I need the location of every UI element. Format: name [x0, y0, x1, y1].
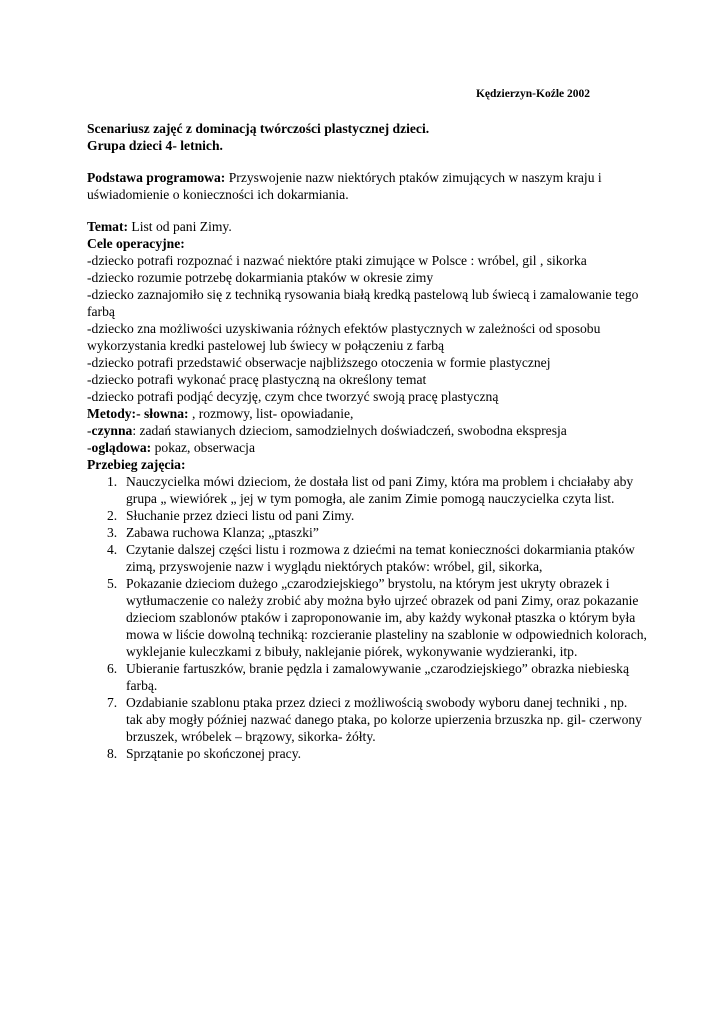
- program-label: Podstawa programowa:: [87, 170, 226, 185]
- title-line-2: Grupa dzieci 4- letnich.: [87, 138, 223, 153]
- methods-active-prefix: -: [87, 423, 92, 438]
- place-date: Kędzierzyn-Koźle 2002: [475, 88, 590, 100]
- step-number: 8.: [107, 746, 118, 761]
- document-page: [87, 0, 647, 1024]
- course-step: [87, 745, 647, 762]
- course-step: [87, 541, 647, 575]
- step-text: Czytanie dalszej części listu i rozmowa z dziećmi na temat konieczności dokarmiania ptaków zimą, przyswojenie nazw i wyglądu niektórych ptaków: wróbel, gil, sikorka,: [126, 542, 635, 574]
- step-text: Nauczycielka mówi dzieciom, że dostała list od pani Zimy, która ma problem i chciałaby aby grupa „ wiewiórek „ jej w tym pomogła, ale zanim Zimie pomogą nauczycielka czyta list.: [126, 474, 634, 506]
- step-text: Słuchanie przez dzieci listu od pani Zimy.: [126, 508, 355, 523]
- step-text: Zabawa ruchowa Klanza; „ptaszki”: [126, 525, 319, 540]
- program-text: Przyswojenie nazw niektórych ptaków zimujących w naszym kraju i uświadomienie o konieczności ich dokarmiania.: [87, 170, 602, 202]
- step-number: 1.: [107, 474, 118, 489]
- step-text: Pokazanie dzieciom dużego „czarodziejskiego” brystolu, na którym jest ukryty obrazek i wytłumaczenie co należy zrobić aby można było ujrzeć obrazek od pani Zimy, oraz pokazanie dzieciom szablonów ptaków i zaproponowanie im, aby każdy wykonał ptaszka o którym była mowa w liście dowolną techniką: rozcieranie plasteliny na szablonie w odpowiednich kolorach, wyklejanie kuleczkami z bibuły, naklejanie piórek, wykonywanie wydzieranki, itp.: [126, 576, 647, 659]
- step-number: 2.: [107, 508, 118, 523]
- goal-item: -dziecko rozumie potrzebę dokarmiania ptaków w okresie zimy: [87, 270, 434, 285]
- step-number: 6.: [107, 661, 118, 676]
- methods-visual-label: oglądowa:: [91, 440, 152, 455]
- course-step: [87, 694, 647, 745]
- program-basis: [87, 169, 647, 203]
- topic: [87, 218, 647, 235]
- step-number: 4.: [107, 542, 118, 557]
- methods-label: Metody:- słowna:: [87, 406, 189, 421]
- goal-item: -dziecko potrafi rozpoznać i nazwać niektóre ptaki zimujące w Polsce : wróbel, gil , sikorka: [87, 253, 587, 268]
- goal-item: -dziecko potrafi przedstawić obserwacje najbliższego otoczenia w formie plastycznej: [87, 355, 551, 370]
- goals-heading: Cele operacyjne:: [87, 236, 185, 251]
- topic-text: List od pani Zimy.: [128, 219, 232, 234]
- goal-item: -dziecko potrafi wykonać pracę plastyczną na określony temat: [87, 372, 427, 387]
- course-step: [87, 473, 647, 507]
- topic-label: Temat:: [87, 219, 129, 234]
- step-number: 5.: [107, 576, 118, 591]
- course-heading: Przebieg zajęcia:: [87, 457, 186, 472]
- step-number: 7.: [107, 695, 118, 710]
- methods-active: [87, 422, 647, 439]
- course-step: [87, 660, 647, 694]
- goal-item: -dziecko zaznajomiło się z techniką rysowania białą kredką pastelową lub świecą i zamalowanie tego farbą: [87, 287, 639, 319]
- course-steps: [87, 473, 647, 762]
- methods-active-label: czynna: [91, 423, 133, 438]
- methods-verbal: [87, 405, 647, 422]
- step-text: Ozdabianie szablonu ptaka przez dzieci z możliwością swobody wyboru danej techniki , np. tak aby mogły później nazwać danego ptaka, po kolorze upierzenia brzuszka np. gil- czerwony brzuszek, wróbelek – brązowy, sikorka- żółty.: [126, 695, 642, 744]
- goal-item: -dziecko potrafi podjąć decyzję, czym chce tworzyć swoją pracę plastyczną: [87, 389, 499, 404]
- step-number: 3.: [107, 525, 118, 540]
- course-step: [87, 524, 647, 541]
- methods-visual-text: pokaz, obserwacja: [151, 440, 255, 455]
- title-line-1: Scenariusz zajęć z dominacją twórczości plastycznej dzieci.: [87, 121, 430, 136]
- topic-and-goals: [87, 218, 647, 762]
- document-title: [87, 120, 647, 154]
- methods-active-text: : zadań stawianych dzieciom, samodzielnych doświadczeń, swobodna ekspresja: [132, 423, 567, 438]
- step-text: Sprzątanie po skończonej pracy.: [126, 746, 302, 761]
- course-step: [87, 575, 647, 660]
- methods-visual: [87, 439, 647, 456]
- methods-verbal-text: , rozmowy, list- opowiadanie,: [188, 406, 354, 421]
- goal-item: -dziecko zna możliwości uzyskiwania różnych efektów plastycznych w zależności od sposobu wykorzystania kredki pastelowej lub świecy w połączeniu z farbą: [87, 321, 601, 353]
- methods-visual-prefix: -: [87, 440, 92, 455]
- step-text: Ubieranie fartuszków, branie pędzla i zamalowywanie „czarodziejskiego” obrazka niebieską farbą.: [126, 661, 629, 693]
- course-step: [87, 507, 647, 524]
